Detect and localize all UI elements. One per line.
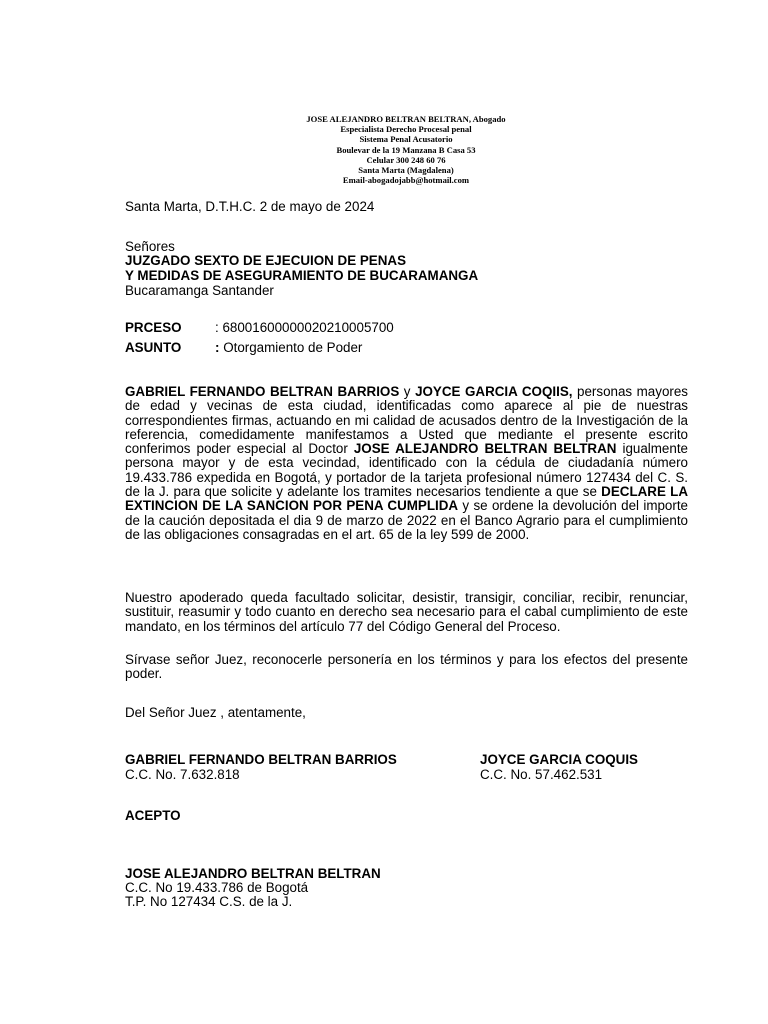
request-text: DECLARE LA EXTINCION DE LA SANCION POR PENA CUMPLIDA — [125, 484, 688, 514]
body-paragraph-3 — [125, 653, 688, 682]
reference-asunto — [125, 340, 362, 355]
grantor-name-2: JOYCE GARCIA COQIIS, — [415, 384, 573, 399]
paragraph-text: Sírvase señor Juez, reconocerle personería en los términos y para los efectos del presente poder. — [125, 652, 688, 682]
signer-name: JOYCE GARCIA COQUIS — [480, 752, 638, 767]
letterhead-line: Especialista Derecho Procesal penal — [340, 124, 472, 135]
proceso-label: PRCESO — [125, 320, 182, 335]
paragraph-text: igualmente persona mayor y de esta vecindad, identificado con la cédula de ciudadanía número 19.433.786 expedida en Bogotá, y portador de la tarjeta profesional número 127434 del C. S. de la J. para que solicite y adelante los tramites necesarios tendiente a que se — [125, 441, 688, 500]
signer-id: C.C. No. 7.632.818 — [125, 767, 240, 782]
conjunction: y — [399, 384, 416, 399]
asunto-separator: : — [215, 340, 224, 355]
letterhead — [0, 114, 768, 185]
letterhead-line: Boulevar de la 19 Manzana B Casa 53 — [336, 144, 476, 155]
letterhead-line: JOSE ALEJANDRO BELTRAN BELTRAN, Abogado — [306, 114, 506, 124]
signer-id: C.C. No. 57.462.531 — [480, 767, 603, 782]
body-paragraph-1 — [125, 385, 688, 542]
paragraph-text: y se ordene la devolución del importe de la caución depositada el dia 9 de marzo de 2022 en el Banco Agrario para el cumplimiento de las obligaciones consagradas en el art. 65 de la ley 599 de 2000. — [125, 498, 688, 542]
court-name-line1: JUZGADO SEXTO DE EJECUION DE PENAS — [125, 253, 407, 268]
body-paragraph-2 — [125, 591, 688, 634]
attorney-signature-name: JOSE ALEJANDRO BELTRAN BELTRAN — [125, 866, 381, 881]
reference-proceso — [125, 320, 394, 335]
letterhead-line: Sistema Penal Acusatorio — [359, 134, 453, 145]
letterhead-line: Email-abogadojabb@hotmail.com — [342, 175, 470, 186]
paragraph-text: personas mayores de edad y vecinas de esta ciudad, identificadas como aparece al pie de nuestras correspondientes firmas, actuando en mi calidad de acusados dentro de la Investigación de la referencia, comedidamente manifestamos a Usted que mediante el presente escrito conferimos poder especial al Doctor — [125, 384, 688, 457]
attorney-tp: T.P. No 127434 C.S. de la J. — [125, 894, 293, 909]
date-line: Santa Marta, D.T.H.C. 2 de mayo de 2024 — [125, 199, 375, 214]
proceso-value: 68001600000020210005700 — [222, 320, 394, 335]
asunto-label: ASUNTO — [125, 340, 182, 355]
grantor-name-1: GABRIEL FERNANDO BELTRAN BARRIOS — [125, 384, 400, 399]
letterhead-line: Santa Marta (Magdalena) — [358, 165, 454, 176]
paragraph-text: Nuestro apoderado queda facultado solicitar, desistir, transigir, conciliar, recibir, renunciar, sustituir, reasumir y todo cuanto en derecho sea necesario para el cabal cumplimiento de este mandato, en los términos del artículo 77 del Código General del Proceso. — [125, 590, 688, 634]
recipient-city: Bucaramanga Santander — [125, 283, 274, 298]
signer-name: GABRIEL FERNANDO BELTRAN BARRIOS — [125, 752, 397, 767]
salutation: Señores — [125, 239, 175, 254]
proceso-separator: : — [215, 320, 223, 335]
closing: Del Señor Juez , atentamente, — [125, 705, 306, 720]
attorney-name: JOSE ALEJANDRO BELTRAN BELTRAN — [353, 441, 617, 457]
court-name-line2: Y MEDIDAS DE ASEGURAMIENTO DE BUCARAMANGA — [125, 268, 479, 283]
asunto-value: Otorgamiento de Poder — [223, 340, 363, 355]
attorney-cc: C.C. No 19.433.786 de Bogotá — [125, 880, 309, 895]
acceptance-label: ACEPTO — [125, 808, 181, 823]
letterhead-line: Celular 300 248 60 76 — [366, 154, 446, 165]
